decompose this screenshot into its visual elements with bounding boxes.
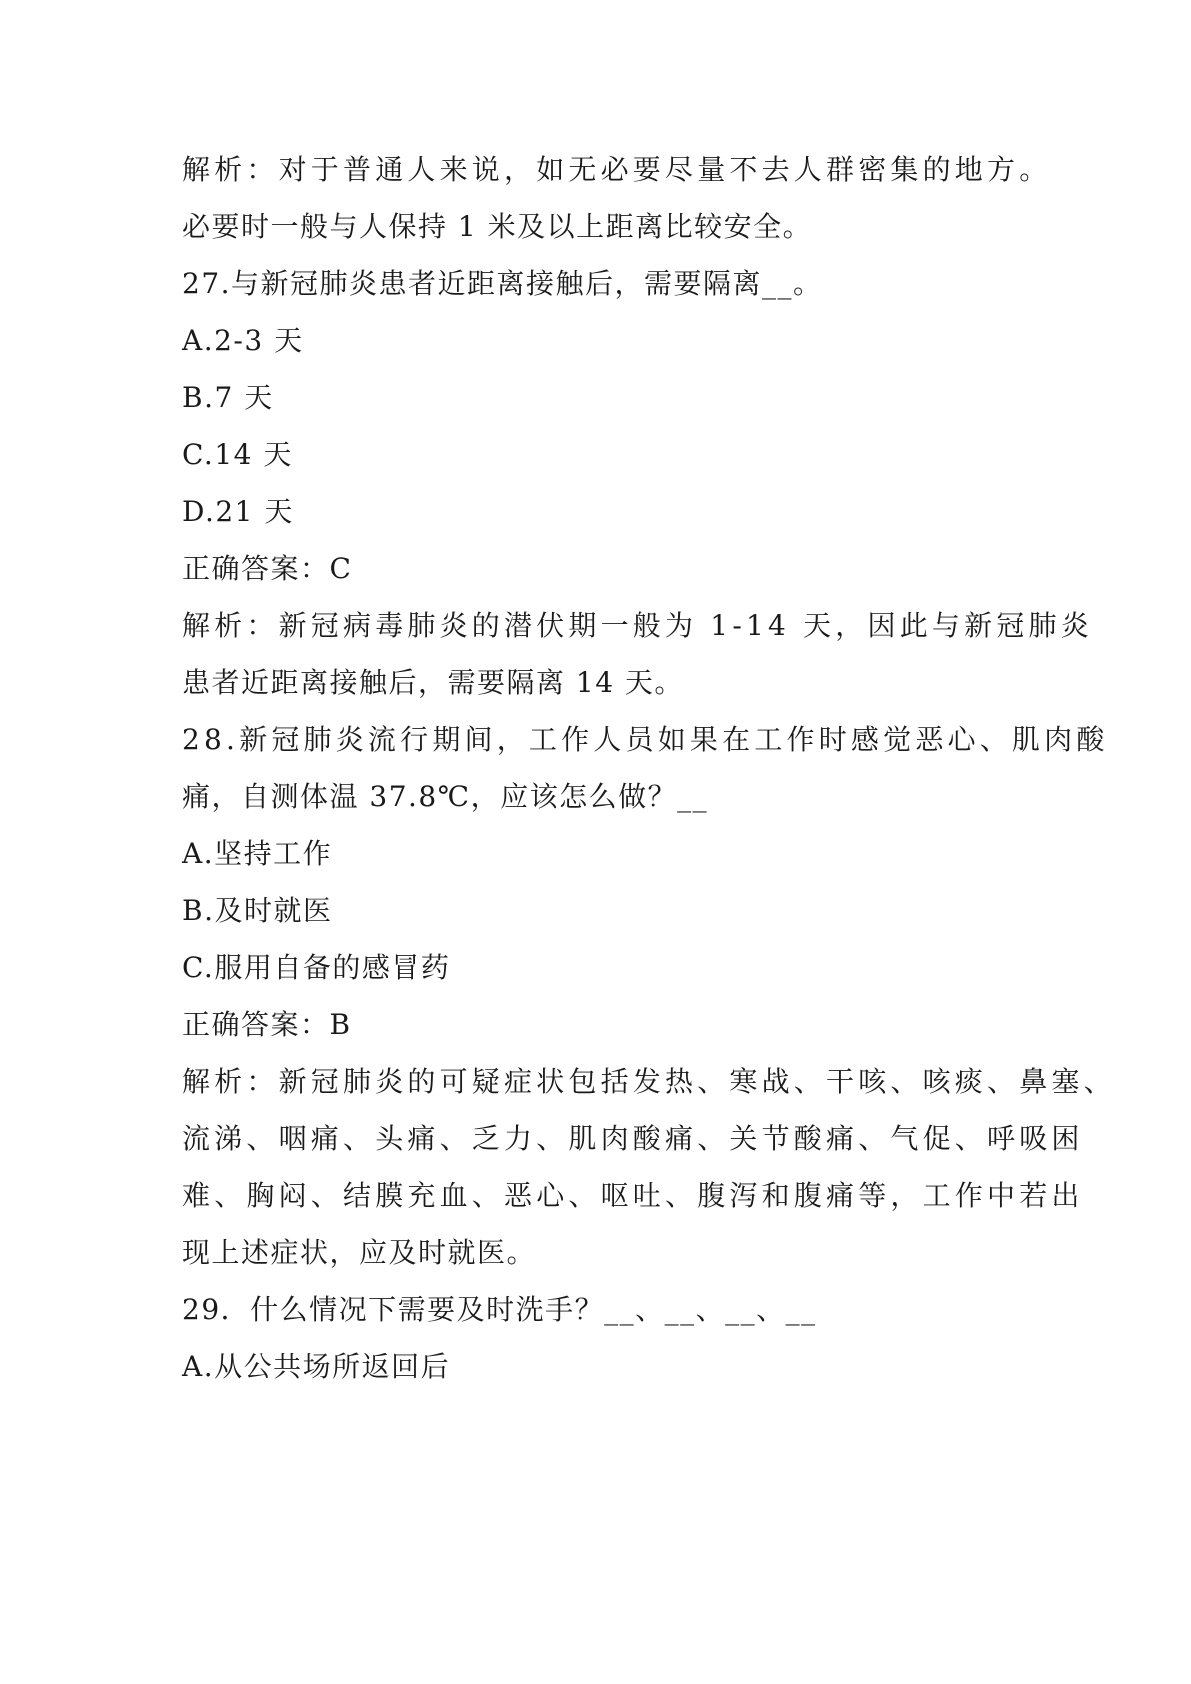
text-line: 流涕、咽痛、头痛、乏力、肌肉酸痛、关节酸痛、气促、呼吸困	[182, 1122, 1084, 1155]
option-c: C.14 天	[182, 438, 293, 471]
text-line: 现上述症状，应及时就医。	[182, 1236, 537, 1269]
text-line: 必要时一般与人保持 1 米及以上距离比较安全。	[182, 210, 813, 243]
text-line: 解析：对于普通人来说，如无必要尽量不去人群密集的地方。	[182, 153, 1052, 186]
option-a: A.2-3 天	[182, 324, 304, 357]
question-28: 28.新冠肺炎流行期间，工作人员如果在工作时感觉恶心、肌肉酸	[182, 723, 1109, 756]
text-line: 解析：新冠肺炎的可疑症状包括发热、寒战、干咳、咳痰、鼻塞、	[182, 1065, 1116, 1098]
text-line: 解析：新冠病毒肺炎的潜伏期一般为 1-14 天，因此与新冠肺炎	[182, 609, 1093, 642]
option-a: A.从公共场所返回后	[182, 1350, 451, 1383]
option-b: B.7 天	[182, 381, 274, 414]
text-line: 痛，自测体温 37.8℃，应该怎么做？__	[182, 780, 709, 813]
option-a: A.坚持工作	[182, 837, 333, 870]
correct-answer: 正确答案：B	[182, 1008, 352, 1041]
question-29: 29．什么情况下需要及时洗手？__、__、__、__	[182, 1293, 817, 1326]
text-line: 难、胸闷、结膜充血、恶心、呕吐、腹泻和腹痛等，工作中若出	[182, 1179, 1084, 1212]
option-d: D.21 天	[182, 495, 294, 528]
question-27: 27.与新冠肺炎患者近距离接触后，需要隔离__。	[182, 267, 823, 300]
correct-answer: 正确答案：C	[182, 552, 353, 585]
option-c: C.服用自备的感冒药	[182, 951, 451, 984]
option-b: B.及时就医	[182, 894, 333, 927]
text-line: 患者近距离接触后，需要隔离 14 天。	[182, 666, 684, 699]
